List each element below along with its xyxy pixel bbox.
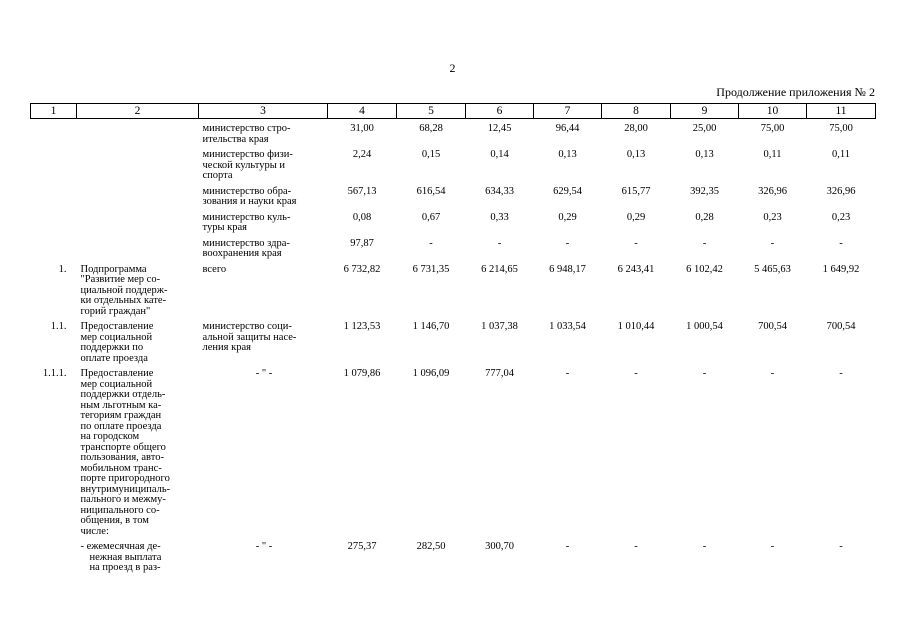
amount-cell: 629,54 — [553, 185, 582, 197]
responsible-executor: - " - — [255, 541, 273, 552]
amount-cell: - — [634, 368, 638, 379]
table-row — [31, 119, 876, 146]
amount-cell: 25,00 — [692, 123, 717, 134]
amount-cell: - — [497, 237, 502, 249]
column-header-8: 8 — [602, 104, 671, 119]
amount-cell: 75,00 — [829, 123, 853, 134]
amount-cell: 567,13 — [347, 185, 377, 197]
amount-cell: - — [839, 237, 843, 249]
row-number: 1.1. — [50, 321, 67, 332]
amount-cell: 0,29 — [558, 211, 577, 223]
amount-cell: 282,50 — [416, 541, 446, 552]
amount-cell: - — [702, 368, 707, 379]
responsible-executor: министерство обра- зования и науки края — [202, 185, 297, 207]
column-header-6: 6 — [466, 104, 534, 119]
column-header-2: 2 — [77, 104, 199, 119]
row-number — [31, 119, 77, 146]
column-header-4: 4 — [328, 104, 397, 119]
row-number: 1.1.1. — [42, 368, 67, 379]
amount-cell: - — [565, 237, 570, 249]
table-row — [31, 317, 876, 364]
column-number-row — [31, 104, 876, 119]
amount-cell: 300,70 — [485, 541, 514, 552]
item-name — [77, 208, 199, 234]
column-header-7: 7 — [534, 104, 602, 119]
amount-cell: - — [702, 541, 707, 552]
column-header-10: 10 — [739, 104, 807, 119]
row-number: 1. — [58, 263, 67, 275]
amount-cell: 0,08 — [352, 211, 372, 223]
amount-cell: 31,00 — [350, 123, 374, 134]
amount-cell: 0,23 — [831, 211, 851, 223]
amount-cell: 0,29 — [626, 211, 646, 223]
amount-cell: 0,13 — [695, 149, 714, 160]
amount-cell: 96,44 — [555, 123, 580, 134]
table-row — [31, 145, 876, 182]
amount-cell: 326,96 — [758, 185, 787, 197]
amount-cell: - — [839, 368, 843, 379]
amount-cell: 28,00 — [624, 123, 648, 134]
amount-cell: - — [429, 237, 433, 249]
amount-cell: 1 033,54 — [549, 321, 586, 332]
column-header-9: 9 — [671, 104, 739, 119]
item-name — [77, 145, 199, 182]
amount-cell: 0,28 — [695, 211, 714, 223]
row-number — [31, 234, 77, 260]
amount-cell: 12,45 — [487, 123, 512, 134]
item-name: Предоставление мер социальной поддержки отдель- ным льготным ка- тегориям граждан по оплате проезда на городском транспорте общего пользования, авто- мобильном транс- порте пригородного внутримуниципаль- пального и межму- ниципального со- общения, в том числе: — [80, 368, 171, 537]
amount-cell: 6 732,82 — [343, 263, 381, 275]
item-name: Подпрограмма "Развитие мер со- циальной поддерж- ки отдельных кате- горий граждан" — [80, 263, 168, 317]
amount-cell: - — [770, 237, 775, 249]
amount-cell: 0,15 — [421, 149, 441, 160]
amount-cell: 1 079,86 — [343, 368, 381, 379]
item-name: Предоставление мер социальной поддержки по оплате проезда — [80, 321, 154, 364]
amount-cell: - — [634, 541, 638, 552]
row-number — [31, 145, 77, 182]
amount-cell: 0,33 — [490, 211, 509, 223]
amount-cell: 0,14 — [490, 149, 509, 160]
responsible-executor: министерство куль- туры края — [202, 211, 291, 233]
amount-cell: 1 146,70 — [412, 321, 450, 332]
amount-cell: 6 948,17 — [549, 263, 586, 275]
responsible-executor: министерство стро- ительства края — [202, 123, 291, 145]
row-number — [31, 208, 77, 234]
amount-cell: - — [634, 237, 638, 249]
amount-cell: - — [565, 368, 570, 379]
responsible-executor: министерство соци- альной защиты насе- ления края — [202, 321, 297, 353]
amount-cell: 1 649,92 — [822, 263, 860, 275]
amount-cell: 616,54 — [416, 185, 446, 197]
continuation-label: Продолжение приложения № 2 — [716, 85, 875, 99]
amount-cell: 634,33 — [485, 185, 514, 197]
table-row — [31, 182, 876, 208]
amount-cell: 1 010,44 — [617, 321, 655, 332]
table-row — [31, 364, 876, 537]
page-number: 2 — [449, 61, 456, 75]
table-row — [31, 260, 876, 318]
item-name — [77, 234, 199, 260]
column-header-11: 11 — [807, 104, 876, 119]
amount-cell: 0,11 — [763, 149, 782, 160]
amount-cell: 68,28 — [419, 123, 443, 134]
amount-cell: 615,77 — [621, 185, 651, 197]
amount-cell: 75,00 — [760, 123, 785, 134]
amount-cell: 1 000,54 — [686, 321, 723, 332]
amount-cell: - — [770, 368, 775, 379]
responsible-executor: всего — [202, 263, 227, 275]
column-header-1: 1 — [31, 104, 77, 119]
item-name: - ежемесячная де- нежная выплата на проезд в раз- — [80, 541, 162, 573]
amount-cell: 275,37 — [347, 541, 377, 552]
amount-cell: 6 243,41 — [617, 263, 655, 275]
amount-cell: 0,67 — [421, 211, 441, 223]
column-header-5: 5 — [397, 104, 466, 119]
amount-cell: 5 465,63 — [754, 263, 791, 275]
row-number — [31, 537, 77, 574]
amount-cell: 0,13 — [558, 149, 577, 160]
amount-cell: 0,11 — [832, 149, 850, 160]
amount-cell: 6 731,35 — [412, 263, 450, 275]
column-header-3: 3 — [199, 104, 328, 119]
budget-table — [30, 103, 876, 574]
amount-cell: 326,96 — [826, 185, 856, 197]
amount-cell: 0,23 — [763, 211, 782, 223]
amount-cell: 700,54 — [758, 321, 787, 332]
amount-cell: - — [565, 541, 570, 552]
amount-cell: 1 096,09 — [412, 368, 450, 379]
table-row — [31, 208, 876, 234]
amount-cell: 2,24 — [352, 149, 372, 160]
amount-cell: 1 123,53 — [343, 321, 381, 332]
responsible-executor: - " - — [255, 368, 273, 379]
amount-cell: 700,54 — [826, 321, 856, 332]
table-row — [31, 234, 876, 260]
amount-cell: 1 037,38 — [481, 321, 518, 332]
amount-cell: 97,87 — [350, 237, 374, 249]
amount-cell: 392,35 — [690, 185, 719, 197]
row-number — [31, 182, 77, 208]
amount-cell: 6 102,42 — [686, 263, 723, 275]
amount-cell: - — [702, 237, 707, 249]
table-row — [31, 537, 876, 574]
amount-cell: - — [839, 541, 843, 552]
amount-cell: 0,13 — [626, 149, 646, 160]
amount-cell: - — [770, 541, 775, 552]
responsible-executor: министерство физи- ческой культуры и спорта — [202, 149, 293, 181]
amount-cell: 777,04 — [485, 368, 514, 379]
amount-cell: 6 214,65 — [481, 263, 518, 275]
item-name — [77, 182, 199, 208]
item-name — [77, 119, 199, 146]
responsible-executor: министерство здра- воохранения края — [202, 237, 290, 259]
